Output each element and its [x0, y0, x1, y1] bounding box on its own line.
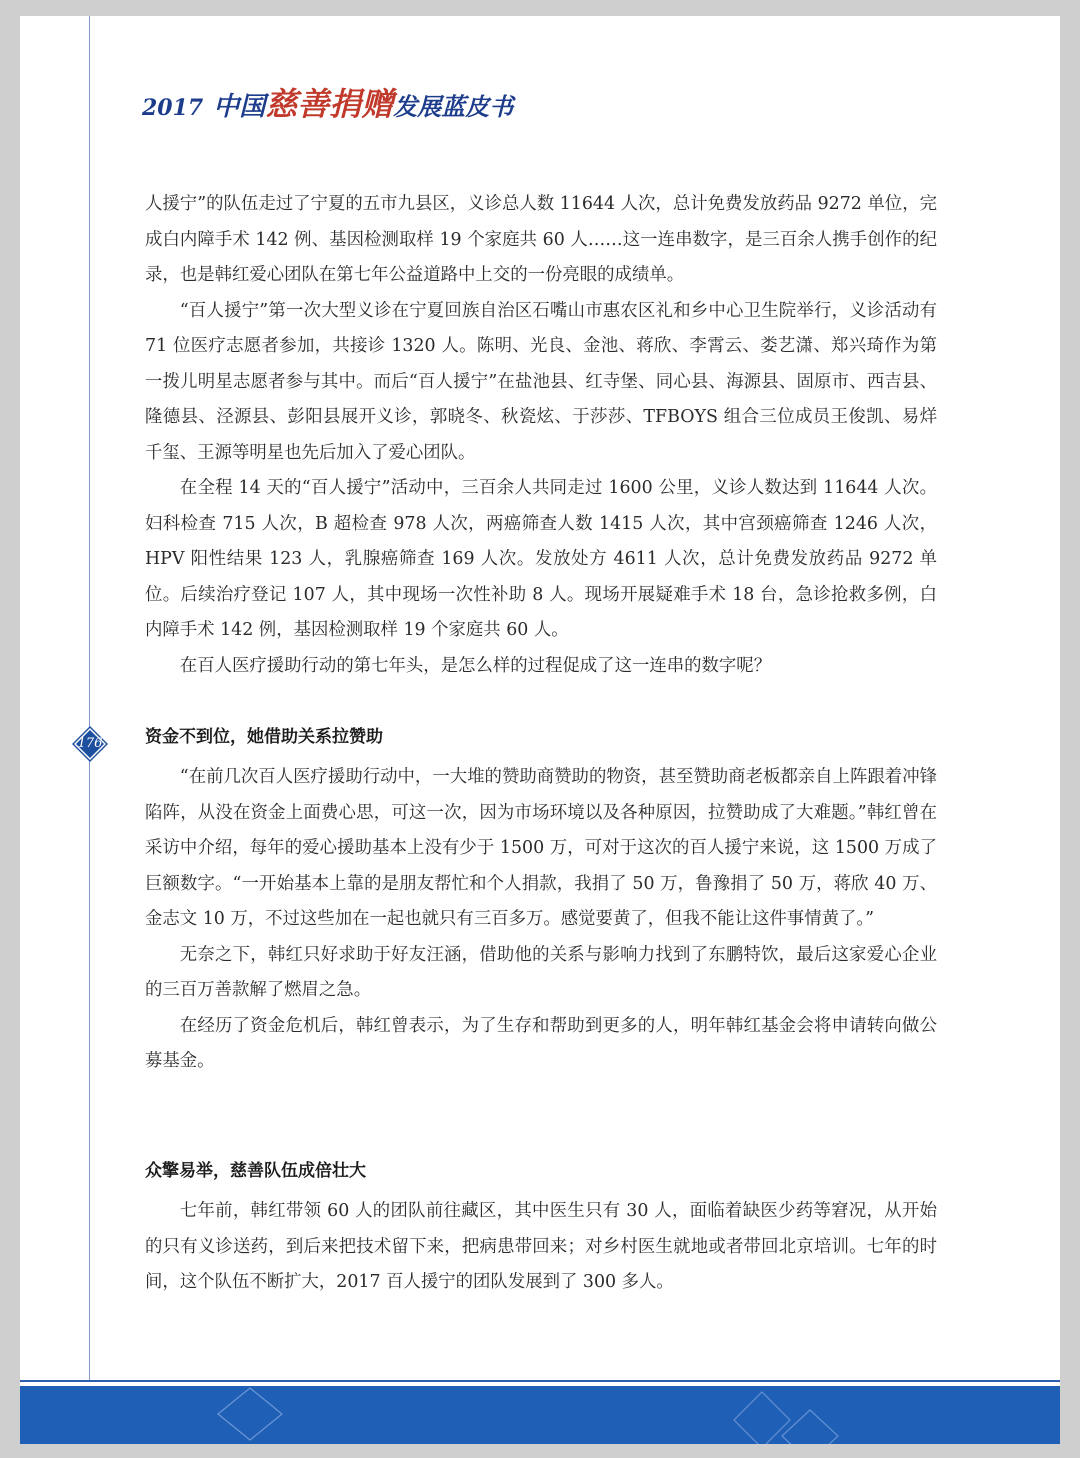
- paragraph: 在经历了资金危机后，韩红曾表示，为了生存和帮助到更多的人，明年韩红基金会将申请转向做公募基金。: [145, 1015, 937, 1071]
- section-heading-team: 众擎易举，慈善队伍成倍壮大: [145, 1161, 366, 1181]
- page-number-badge: [72, 726, 108, 762]
- paragraph: 无奈之下，韩红只好求助于好友汪涵，借助他的关系与影响力找到了东鹏特饮，最后这家爱心企业的三百万善款解了燃眉之急。: [145, 944, 937, 1000]
- section1-text-block: [145, 760, 937, 1080]
- paragraph: 在百人医疗援助行动的第七年头，是怎么样的过程促成了这一连串的数字呢？: [179, 655, 772, 676]
- margin-rule: [89, 16, 90, 1380]
- section2-text-block: [145, 1194, 937, 1301]
- header-title-part3: 发展蓝皮书: [393, 92, 514, 121]
- book-page: [20, 16, 1060, 1444]
- paragraph: 七年前，韩红带领 60 人的团队前往藏区，其中医生只有 30 人，面临着缺医少药等窘况，从开始的只有义诊送药，到后来把技术留下来，把病患带回来；对乡村医生就地或者带回北京培训。七年的时间，这个队伍不断扩大，2017 百人援宁的团队发展到了 300 多人。: [145, 1201, 937, 1292]
- header-title-part2: 慈善捐赠: [265, 85, 394, 123]
- paragraph: “百人援宁”第一次大型义诊在宁夏回族自治区石嘴山市惠农区礼和乡中心卫生院举行，义诊活动有 71 位医疗志愿者参加，共接诊 1320 人。陈明、光良、金池、蒋欣、李霄云、娄艺潇、郑兴琦作为第一拨儿明星志愿者参与其中。而后“百人援宁”在盐池县、红寺堡、同心县、海源县、固原市、西吉县、隆德县、泾源县、彭阳县展开义诊，郭晓冬、秋瓷炫、于莎莎、TFBOYS 组合三位成员王俊凯、易烊千玺、王源等明星也先后加入了爱心团队。: [145, 300, 937, 463]
- paragraph: 人援宁”的队伍走过了宁夏的五市九县区，义诊总人数 11644 人次，总计免费发放药品 9272 单位，完成白内障手术 142 例、基因检测取样 19 个家庭共 60 人……这一连串数字，是三百余人携手创作的纪录，也是韩红爱心团队在第七年公益道路中上交的一份亮眼的成绩单。: [145, 194, 937, 285]
- running-header: [142, 82, 513, 126]
- diamond-pattern-icon: [20, 1386, 1060, 1444]
- section-heading-funding: 资金不到位，她借助关系拉赞助: [145, 727, 383, 747]
- header-title-part1: 中国: [213, 92, 266, 122]
- footer-rule: [20, 1380, 1060, 1382]
- page-number: 176: [77, 736, 103, 751]
- paragraph: 在全程 14 天的“百人援宁”活动中，三百余人共同走过 1600 公里，义诊人数达到 11644 人次。妇科检查 715 人次，B 超检查 978 人次，两癌筛查人数 1415 人次，其中宫颈癌筛查 1246 人次，HPV 阳性结果 123 人，乳腺癌筛查 169 人次。发放处方 4611 人次，总计免费发放药品 9272 单位。后续治疗登记 107 人，其中现场一次性补助 8 人。现场开展疑难手术 18 台，急诊抢救多例，白内障手术 142 例，基因检测取样 19 个家庭共 60 人。: [145, 478, 937, 640]
- paragraph: “在前几次百人医疗援助行动中，一大堆的赞助商赞助的物资，甚至赞助商老板都亲自上阵跟着冲锋陷阵，从没在资金上面费心思，可这一次，因为市场环境以及各种原因，拉赞助成了大难题。”韩红曾在采访中介绍，每年的爱心援助基本上没有少于 1500 万，可对于这次的百人援宁来说，这 1500 万成了巨额数字。“一开始基本上靠的是朋友帮忙和个人捐款，我捐了 50 万，鲁豫捐了 50 万，蒋欣 40 万、金志文 10 万，不过这些加在一起也就只有三百多万。感觉要黄了，但我不能让这件事情黄了。”: [145, 767, 937, 929]
- header-year: 2017: [142, 95, 204, 121]
- intro-text-block: [145, 187, 937, 684]
- footer-band: [20, 1386, 1060, 1444]
